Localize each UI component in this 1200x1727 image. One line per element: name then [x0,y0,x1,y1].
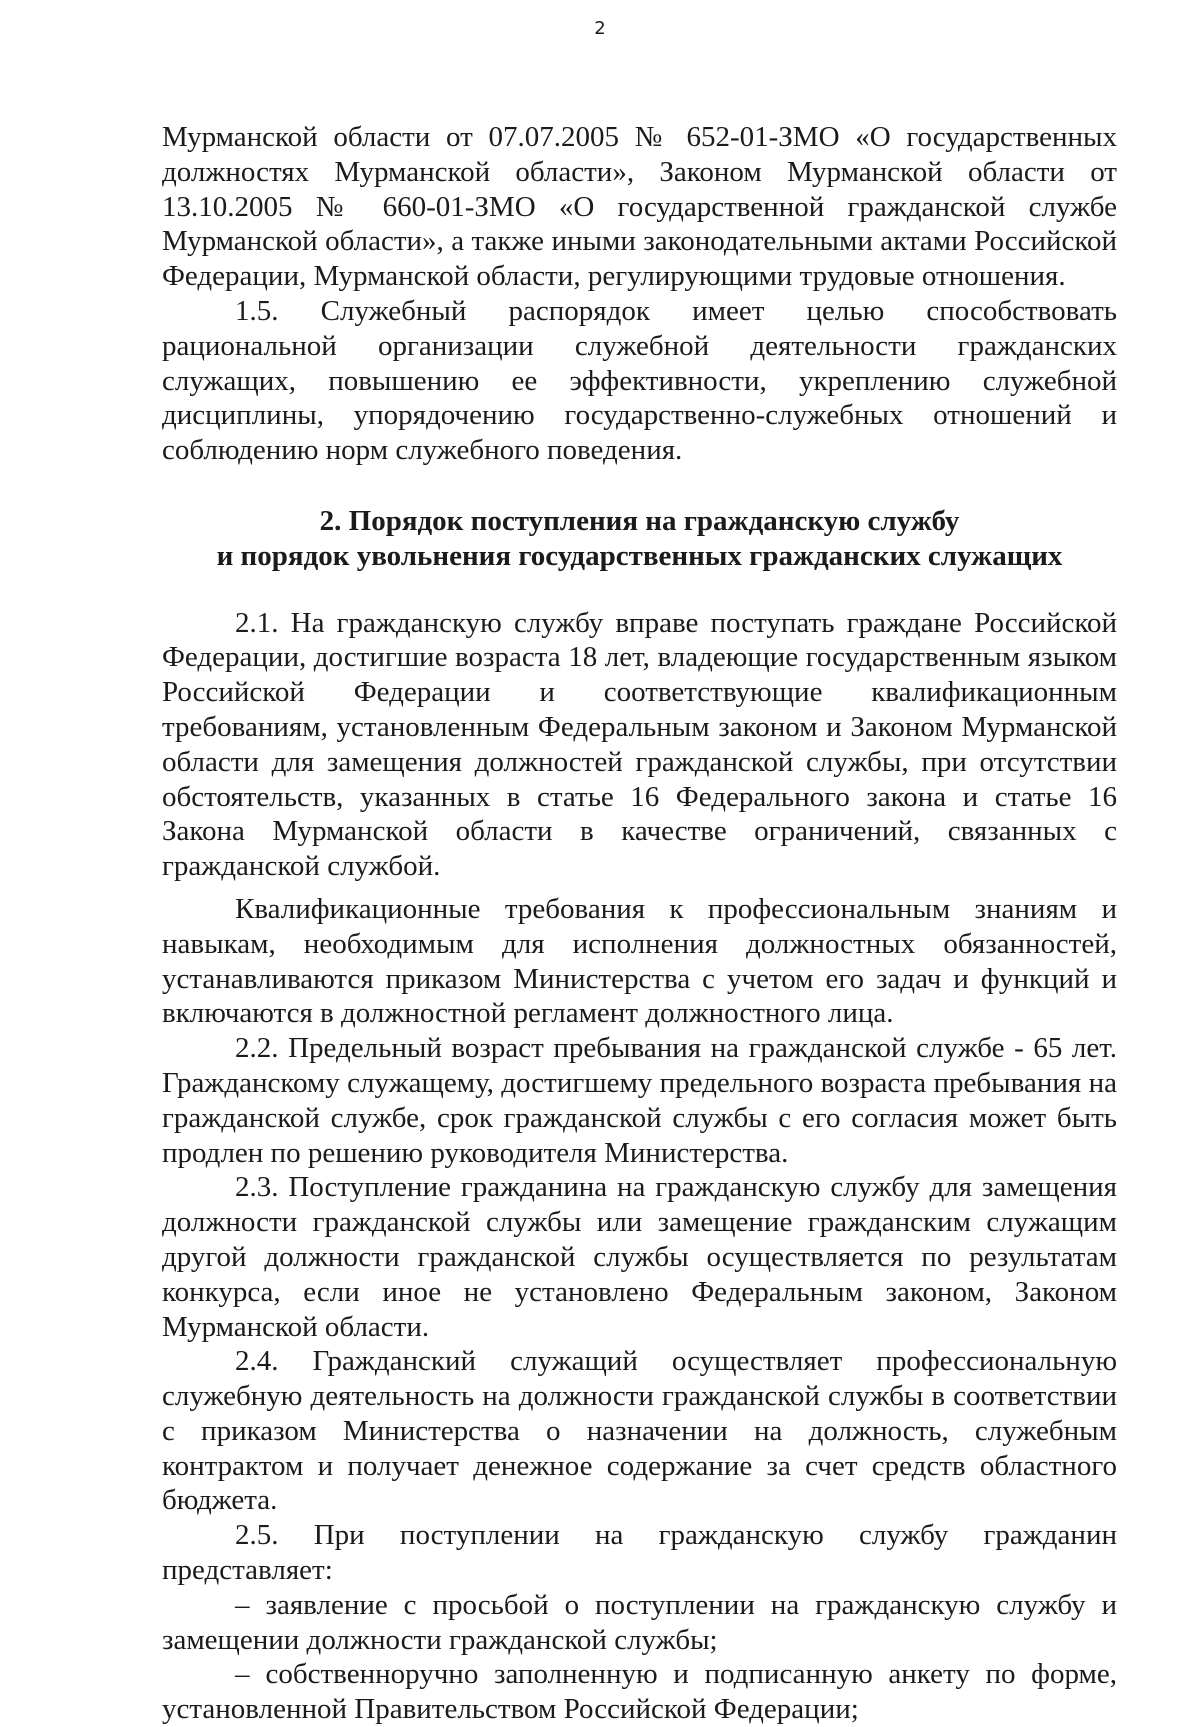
list-item-text: заявление с просьбой о поступлении на гражданскую службу и замещении должности гражданской службы; [162,1588,1117,1656]
page-number: 2 [594,18,606,39]
paragraph-2-5: 2.5. При поступлении на гражданскую службу гражданин представляет: [162,1519,1117,1587]
list-item-marker: – [235,1588,250,1621]
list-item [162,1657,1117,1727]
paragraph-2-2: 2.2. Предельный возраст пребывания на гражданской службе - 65 лет. Гражданскому служащему, достигшему предельного возраста пребывания на гражданской службе, срок гражданской службы с его согласия может быть продлен по решению руководителя Министерства. [162,1032,1117,1169]
list-item-marker: – [235,1658,250,1691]
paragraph-qualification: Квалификационные требования к профессиональным знаниям и навыкам, необходимым для исполнения должностных обязанностей, устанавливаются приказом Министерства с учетом его задач и функций и включаются в должностной регламент должностного лица. [162,892,1117,1030]
section-heading [162,504,1117,574]
paragraph-2-3: 2.3. Поступление гражданина на гражданскую службу для замещения должности гражданской службы или замещение гражданским служащим другой должности гражданской службы осуществляется по результатам конкурса, если иное не установлено Федеральным законом, Законом Мурманской области. [162,1171,1117,1343]
list-item-text: собственноручно заполненную и подписанную анкету по форме, установленной Правительством Российской Федерации; [162,1658,1117,1726]
list-item [162,1588,1117,1658]
paragraph-1-5: 1.5. Служебный распорядок имеет целью способствовать рациональной организации служебной деятельности гражданских служащих, повышению ее эффективности, укреплению служебной дисциплины, упорядочению государственно-служебных отношений и соблюдению норм служебного поведения. [162,294,1117,467]
paragraph-2-1: 2.1. На гражданскую службу вправе поступать граждане Российской Федерации, достигшие возраста 18 лет, владеющие государственным языком Российской Федерации и соответствующие квалификационным требованиям, установленным Федеральным законом и Законом Мурманской области для замещения должностей гражданской службы, при отсутствии обстоятельств, указанных в статье 16 Федерального закона и статье 16 Закона Мурманской области в качестве ограничений, связанных с гражданской службой. [162,606,1117,883]
document-body [162,120,1117,1727]
section-heading-line-2: и порядок увольнения государственных гражданских служащих [216,539,1063,572]
paragraph-2-4: 2.4. Гражданский служащий осуществляет профессиональную служебную деятельность на должности гражданской службы в соответствии с приказом Министерства о назначении на должность, служебным контрактом и получает денежное содержание за счет средств областного бюджета. [162,1345,1117,1517]
section-heading-line-1: 2. Порядок поступления на гражданскую службу [319,504,960,537]
paragraph-continuation: Мурманской области от 07.07.2005 № 652-01-ЗМО «О государственных должностях Мурманской области», Законом Мурманской области от 13.10.2005 № 660-01-ЗМО «О государственной гражданской службе Мурманской области», а также иными законодательными актами Российской Федерации, Мурманской области, регулирующими трудовые отношения. [162,121,1117,293]
